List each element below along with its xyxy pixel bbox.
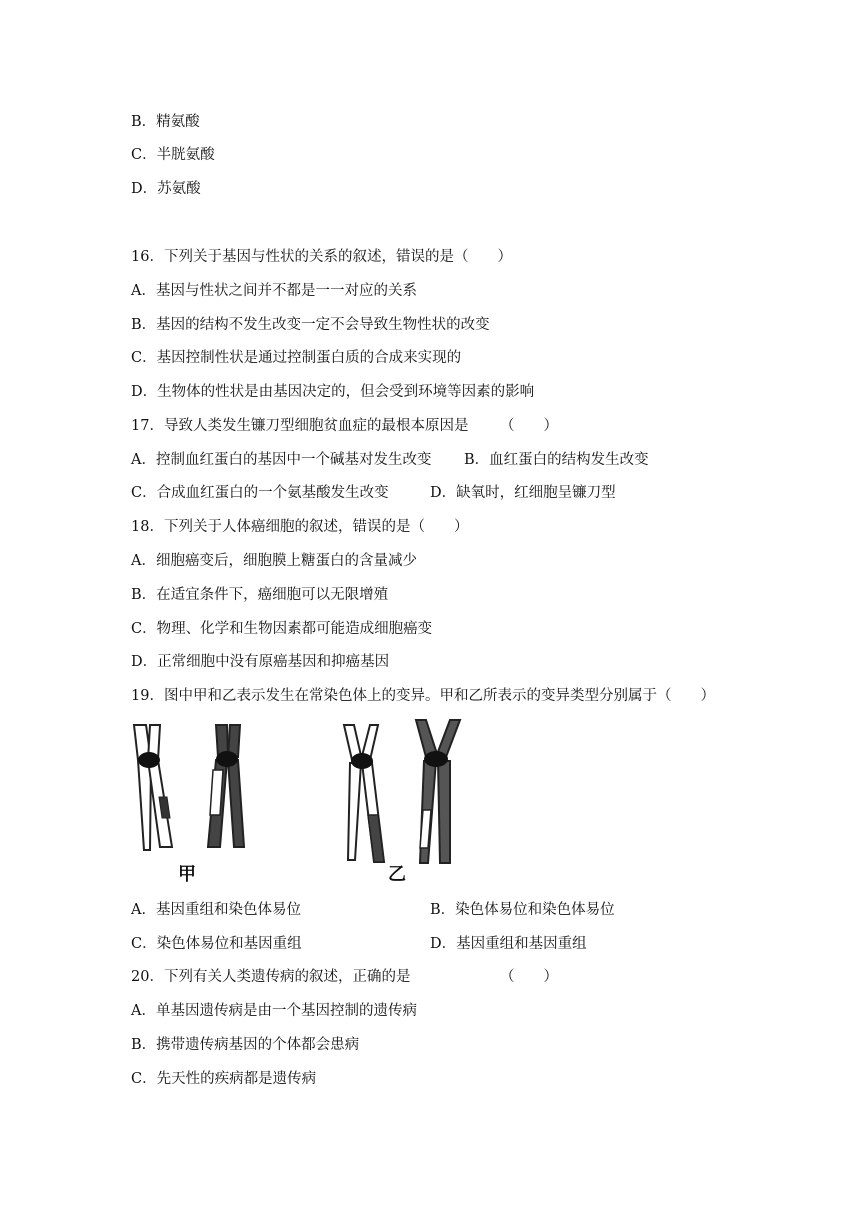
q17-option-c: C．合成血红蛋白的一个氨基酸发生改变 xyxy=(131,485,389,501)
q18-option-a: A．细胞癌变后，细胞膜上糖蛋白的含量减少 xyxy=(131,553,417,569)
q20-stem: 20．下列有关人类遗传病的叙述，正确的是 xyxy=(131,969,411,985)
q19-option-a: A．基因重组和染色体易位 xyxy=(131,902,301,918)
q19-stem: 19．图中甲和乙表示发生在常染色体上的变异。甲和乙所表示的变异类型分别属于（ ） xyxy=(131,688,715,704)
q17-stem: 17．导致人类发生镰刀型细胞贫血症的最根本原因是 xyxy=(131,418,469,434)
q16-option-b: B．基因的结构不发生改变一定不会导致生物性状的改变 xyxy=(131,317,490,333)
q16-stem: 16．下列关于基因与性状的关系的叙述，错误的是（ ） xyxy=(131,249,512,265)
q15-option-c: C．半胱氨酸 xyxy=(131,147,215,163)
yi-chromosome-left xyxy=(344,725,384,862)
chromosome-figure xyxy=(120,715,680,895)
q20-option-c: C．先天性的疾病都是遗传病 xyxy=(131,1071,317,1087)
q17-option-d: D．缺氧时，红细胞呈镰刀型 xyxy=(430,485,616,501)
q19-option-c: C．染色体易位和基因重组 xyxy=(131,936,302,952)
q16-option-a: A．基因与性状之间并不都是一一对应的关系 xyxy=(131,283,417,299)
q20-option-a: A．单基因遗传病是由一个基因控制的遗传病 xyxy=(131,1003,417,1019)
q20-answer-paren: （ ） xyxy=(500,969,558,985)
q20-option-b: B．携带遗传病基因的个体都会患病 xyxy=(131,1037,360,1053)
q15-option-d: D．苏氨酸 xyxy=(131,181,201,197)
yi-chromosome-right xyxy=(416,720,460,863)
q19-option-d: D．基因重组和基因重组 xyxy=(430,936,587,952)
q18-option-d: D．正常细胞中没有原癌基因和抑癌基因 xyxy=(131,654,390,670)
q16-option-d: D．生物体的性状是由基因决定的，但会受到环境等因素的影响 xyxy=(131,384,535,400)
q15-option-b: B．精氨酸 xyxy=(131,114,200,130)
q17-answer-paren: （ ） xyxy=(500,418,558,434)
figure-label-yi: 乙 xyxy=(388,864,406,885)
q17-option-a: A．控制血红蛋白的基因中一个碱基对发生改变 xyxy=(131,452,432,468)
q19-option-b: B．染色体易位和染色体易位 xyxy=(430,902,615,918)
figure-label-jia: 甲 xyxy=(178,864,196,885)
q16-option-c: C．基因控制性状是通过控制蛋白质的合成来实现的 xyxy=(131,350,462,366)
jia-chromosome-right xyxy=(208,725,244,847)
q18-option-b: B．在适宜条件下，癌细胞可以无限增殖 xyxy=(131,587,389,603)
q18-stem: 18．下列关于人体癌细胞的叙述，错误的是（ ） xyxy=(131,519,469,535)
q17-option-b: B．血红蛋白的结构发生改变 xyxy=(464,452,649,468)
jia-chromosome-left xyxy=(134,725,172,850)
q18-option-c: C．物理、化学和生物因素都可能造成细胞癌变 xyxy=(131,621,433,637)
